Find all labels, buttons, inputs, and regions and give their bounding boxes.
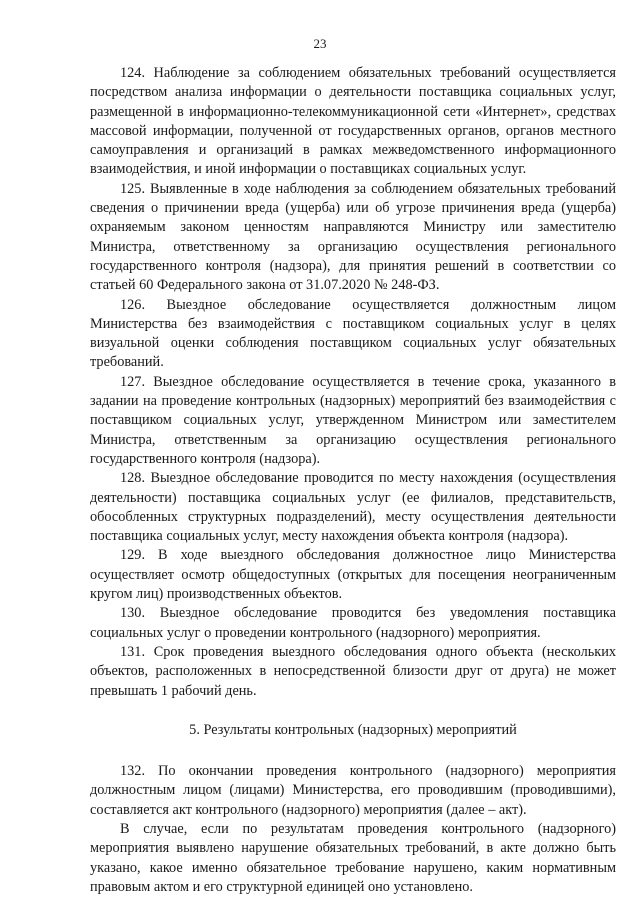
paragraph-124: 124. Наблюдение за соблюдением обязательных требований осуществляется посредством анализа информации о деятельности поставщика социальных услуг, размещенной в информационно-телекоммуникационной сети «Интернет», средствах массовой информации, полученной от государственных органов, органов местного самоуправления и организаций в рамках межведомственного информационного взаимодействия, и иной информации о поставщиках социальных услуг.	[90, 65, 616, 178]
paragraph-129: 129. В ходе выездного обследования должностное лицо Министерства осуществляет осмотр общедоступных (открытых для посещения неограниченным кругом лиц) производственных объектов.	[90, 547, 616, 603]
paragraph-128: 128. Выездное обследование проводится по месту нахождения (осуществления деятельности) поставщика социальных услуг (ее филиалов, представительств, обособленных структурных подразделений), месту осуществления деятельности поставщика социальных услуг, месту нахождения объекта контроля (надзора).	[90, 470, 616, 545]
paragraph-125: 125. Выявленные в ходе наблюдения за соблюдением обязательных требований сведения о причинении вреда (ущерба) или об угрозе причинения вреда (ущерба) охраняемым законом ценностям направляются Министру или заместителю Министра, ответственному за организацию осуществления регионального государственного контроля (надзора), для принятия решений в соответствии со статьей 60 Федерального закона от 31.07.2020 № 248-ФЗ.	[90, 180, 616, 294]
paragraph-126: 126. Выездное обследование осуществляется должностным лицом Министерства без взаимодействия с поставщиком социальных услуг в целях визуальной оценки соблюдения поставщиком социальных услуг обязательных требований.	[90, 296, 616, 371]
document-body	[90, 64, 616, 897]
paragraph-131: 131. Срок проведения выездного обследования одного объекта (нескольких объектов, расположенных в непосредственной близости друг от друга) не может превышать 1 рабочий день.	[90, 643, 616, 699]
page-number: 23	[313, 36, 327, 51]
paragraph-violation: В случае, если по результатам проведения контрольного (надзорного) мероприятия выявлено нарушение обязательных требований, в акте должно быть указано, какое именно обязательное требование нарушено, каким нормативным правовым актом и его структурной единицей оно установлено.	[90, 820, 616, 895]
paragraph-132: 132. По окончании проведения контрольного (надзорного) мероприятия должностным лицом (лицами) Министерства, его проводившим (проводившими), составляется акт контрольного (надзорного) мероприятия (далее – акт).	[90, 763, 616, 818]
section-heading: 5. Результаты контрольных (надзорных) мероприятий	[189, 721, 517, 738]
paragraph-127: 127. Выездное обследование осуществляется в течение срока, указанного в задании на проведение контрольных (надзорных) мероприятий без взаимодействия с поставщиком социальных услуг, утвержденном Министром или заместителем Министра, ответственным за организацию осуществления регионального государственного контроля (надзора).	[90, 373, 616, 467]
paragraph-130: 130. Выездное обследование проводится без уведомления поставщика социальных услуг о проведении контрольного (надзорного) мероприятия.	[90, 605, 616, 641]
